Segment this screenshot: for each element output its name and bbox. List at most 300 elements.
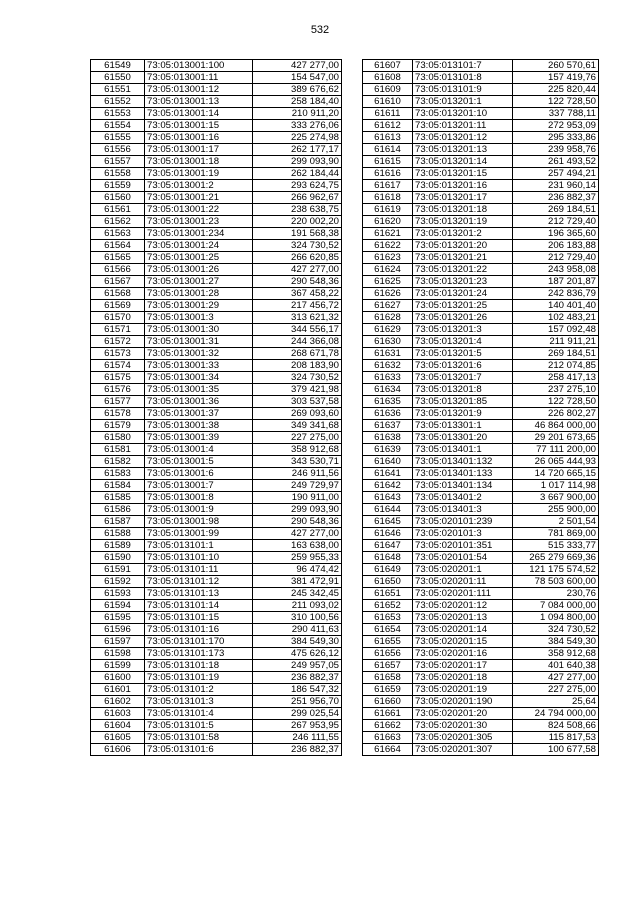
table-row	[363, 72, 599, 84]
row-number-cell: 61598	[91, 648, 145, 660]
cadastral-number-cell: 73:05:013001:26	[145, 264, 253, 276]
cadastral-number-cell: 73:05:013201:5	[413, 348, 513, 360]
table-row	[91, 60, 342, 72]
cadastral-number-cell: 73:05:013201:20	[413, 240, 513, 252]
cadastral-number-cell: 73:05:013201:17	[413, 192, 513, 204]
value-cell: 220 002,20	[253, 216, 342, 228]
cadastral-number-cell: 73:05:020201:18	[413, 672, 513, 684]
value-cell: 427 277,00	[253, 264, 342, 276]
cadastral-number-cell: 73:05:013001:14	[145, 108, 253, 120]
cadastral-number-cell: 73:05:013201:1	[413, 96, 513, 108]
value-cell: 186 547,32	[253, 684, 342, 696]
value-cell: 212 729,40	[513, 252, 599, 264]
value-cell: 157 092,48	[513, 324, 599, 336]
value-cell: 290 548,36	[253, 276, 342, 288]
value-cell: 427 277,00	[253, 60, 342, 72]
value-cell: 245 342,45	[253, 588, 342, 600]
value-cell: 246 111,55	[253, 732, 342, 744]
cadastral-number-cell: 73:05:013001:15	[145, 120, 253, 132]
value-cell: 313 621,32	[253, 312, 342, 324]
cadastral-number-cell: 73:05:013001:234	[145, 228, 253, 240]
cadastral-number-cell: 73:05:013101:14	[145, 600, 253, 612]
cadastral-number-cell: 73:05:013001:28	[145, 288, 253, 300]
value-cell: 140 401,40	[513, 300, 599, 312]
table-row	[91, 360, 342, 372]
row-number-cell: 61657	[363, 660, 413, 672]
value-cell: 257 494,21	[513, 168, 599, 180]
cadastral-number-cell: 73:05:013101:2	[145, 684, 253, 696]
value-cell: 239 958,76	[513, 144, 599, 156]
cadastral-number-cell: 73:05:013401:133	[413, 468, 513, 480]
value-cell: 367 458,22	[253, 288, 342, 300]
value-cell: 14 720 665,15	[513, 468, 599, 480]
table-row	[91, 420, 342, 432]
cadastral-number-cell: 73:05:013201:19	[413, 216, 513, 228]
row-number-cell: 61589	[91, 540, 145, 552]
table-row	[363, 480, 599, 492]
cadastral-number-cell: 73:05:020101:3	[413, 528, 513, 540]
table-row	[91, 156, 342, 168]
value-cell: 190 911,00	[253, 492, 342, 504]
table-row	[363, 516, 599, 528]
table-row	[91, 132, 342, 144]
row-number-cell: 61556	[91, 144, 145, 156]
value-cell: 244 366,08	[253, 336, 342, 348]
table-row	[363, 324, 599, 336]
value-cell: 243 958,08	[513, 264, 599, 276]
row-number-cell: 61641	[363, 468, 413, 480]
table-row	[363, 240, 599, 252]
row-number-cell: 61619	[363, 204, 413, 216]
cadastral-number-cell: 73:05:013401:1	[413, 444, 513, 456]
value-cell: 246 911,56	[253, 468, 342, 480]
table-row	[363, 372, 599, 384]
row-number-cell: 61615	[363, 156, 413, 168]
value-cell: 358 912,68	[253, 444, 342, 456]
cadastral-number-cell: 73:05:013101:1	[145, 540, 253, 552]
value-cell: 24 794 000,00	[513, 708, 599, 720]
table-row	[363, 204, 599, 216]
row-number-cell: 61631	[363, 348, 413, 360]
table-row	[363, 564, 599, 576]
row-number-cell: 61617	[363, 180, 413, 192]
cadastral-number-cell: 73:05:013401:2	[413, 492, 513, 504]
cadastral-number-cell: 73:05:013001:98	[145, 516, 253, 528]
cadastral-number-cell: 73:05:020101:351	[413, 540, 513, 552]
cadastral-number-cell: 73:05:020201:305	[413, 732, 513, 744]
value-cell: 231 960,14	[513, 180, 599, 192]
row-number-cell: 61602	[91, 696, 145, 708]
cadastral-number-cell: 73:05:020201:307	[413, 744, 513, 756]
table-row	[363, 552, 599, 564]
value-cell: 344 556,17	[253, 324, 342, 336]
registry-table-left	[90, 59, 342, 756]
row-number-cell: 61587	[91, 516, 145, 528]
value-cell: 299 093,90	[253, 504, 342, 516]
row-number-cell: 61553	[91, 108, 145, 120]
value-cell: 163 638,00	[253, 540, 342, 552]
cadastral-number-cell: 73:05:013201:4	[413, 336, 513, 348]
cadastral-number-cell: 73:05:013101:5	[145, 720, 253, 732]
row-number-cell: 61644	[363, 504, 413, 516]
table-row	[91, 540, 342, 552]
cadastral-number-cell: 73:05:013001:34	[145, 372, 253, 384]
cadastral-number-cell: 73:05:013001:5	[145, 456, 253, 468]
cadastral-number-cell: 73:05:013201:16	[413, 180, 513, 192]
cadastral-number-cell: 73:05:020201:1	[413, 564, 513, 576]
row-number-cell: 61583	[91, 468, 145, 480]
table-row	[91, 252, 342, 264]
table-row	[91, 336, 342, 348]
cadastral-number-cell: 73:05:013001:4	[145, 444, 253, 456]
table-row	[91, 648, 342, 660]
row-number-cell: 61570	[91, 312, 145, 324]
value-cell: 324 730,52	[513, 624, 599, 636]
cadastral-number-cell: 73:05:013101:16	[145, 624, 253, 636]
value-cell: 236 882,37	[253, 744, 342, 756]
row-number-cell: 61605	[91, 732, 145, 744]
row-number-cell: 61633	[363, 372, 413, 384]
cadastral-number-cell: 73:05:013201:15	[413, 168, 513, 180]
cadastral-number-cell: 73:05:013001:12	[145, 84, 253, 96]
row-number-cell: 61592	[91, 576, 145, 588]
table-row	[363, 156, 599, 168]
row-number-cell: 61580	[91, 432, 145, 444]
row-number-cell: 61563	[91, 228, 145, 240]
row-number-cell: 61658	[363, 672, 413, 684]
row-number-cell: 61649	[363, 564, 413, 576]
table-row	[91, 264, 342, 276]
row-number-cell: 61648	[363, 552, 413, 564]
cadastral-number-cell: 73:05:013001:8	[145, 492, 253, 504]
value-cell: 242 836,79	[513, 288, 599, 300]
row-number-cell: 61565	[91, 252, 145, 264]
value-cell: 269 093,60	[253, 408, 342, 420]
value-cell: 258 417,13	[513, 372, 599, 384]
table-row	[363, 612, 599, 624]
row-number-cell: 61625	[363, 276, 413, 288]
cadastral-number-cell: 73:05:013101:7	[413, 60, 513, 72]
table-row	[363, 588, 599, 600]
table-row	[363, 444, 599, 456]
table-row	[363, 696, 599, 708]
cadastral-number-cell: 73:05:013001:37	[145, 408, 253, 420]
row-number-cell: 61564	[91, 240, 145, 252]
row-number-cell: 61616	[363, 168, 413, 180]
row-number-cell: 61642	[363, 480, 413, 492]
cadastral-number-cell: 73:05:013001:16	[145, 132, 253, 144]
value-cell: 227 275,00	[513, 684, 599, 696]
cadastral-number-cell: 73:05:013201:24	[413, 288, 513, 300]
value-cell: 261 493,52	[513, 156, 599, 168]
table-row	[91, 492, 342, 504]
cadastral-number-cell: 73:05:013001:30	[145, 324, 253, 336]
cadastral-number-cell: 73:05:013201:7	[413, 372, 513, 384]
table-row	[363, 720, 599, 732]
value-cell: 266 620,85	[253, 252, 342, 264]
value-cell: 299 025,54	[253, 708, 342, 720]
value-cell: 427 277,00	[513, 672, 599, 684]
table-row	[363, 672, 599, 684]
page-number: 532	[310, 24, 330, 36]
cadastral-number-cell: 73:05:013101:6	[145, 744, 253, 756]
cadastral-number-cell: 73:05:013101:18	[145, 660, 253, 672]
table-row	[363, 648, 599, 660]
cadastral-number-cell: 73:05:020201:20	[413, 708, 513, 720]
row-number-cell: 61628	[363, 312, 413, 324]
row-number-cell: 61656	[363, 648, 413, 660]
value-cell: 401 640,38	[513, 660, 599, 672]
row-number-cell: 61604	[91, 720, 145, 732]
value-cell: 1 017 114,98	[513, 480, 599, 492]
row-number-cell: 61607	[363, 60, 413, 72]
table-row	[363, 600, 599, 612]
table-row	[363, 420, 599, 432]
table-row	[91, 192, 342, 204]
value-cell: 227 275,00	[253, 432, 342, 444]
value-cell: 225 820,44	[513, 84, 599, 96]
row-number-cell: 61654	[363, 624, 413, 636]
cadastral-number-cell: 73:05:020201:30	[413, 720, 513, 732]
table-row	[91, 348, 342, 360]
value-cell: 358 912,68	[513, 648, 599, 660]
cadastral-number-cell: 73:05:013001:32	[145, 348, 253, 360]
value-cell: 262 177,17	[253, 144, 342, 156]
table-row	[91, 504, 342, 516]
row-number-cell: 61577	[91, 396, 145, 408]
value-cell: 290 548,36	[253, 516, 342, 528]
table-row	[363, 60, 599, 72]
value-cell: 100 677,58	[513, 744, 599, 756]
cadastral-number-cell: 73:05:013001:22	[145, 204, 253, 216]
value-cell: 121 175 574,52	[513, 564, 599, 576]
cadastral-number-cell: 73:05:013101:8	[413, 72, 513, 84]
table-row	[363, 288, 599, 300]
cadastral-number-cell: 73:05:013401:3	[413, 504, 513, 516]
cadastral-number-cell: 73:05:013101:11	[145, 564, 253, 576]
value-cell: 349 341,68	[253, 420, 342, 432]
row-number-cell: 61549	[91, 60, 145, 72]
row-number-cell: 61558	[91, 168, 145, 180]
row-number-cell: 61624	[363, 264, 413, 276]
value-cell: 157 419,76	[513, 72, 599, 84]
row-number-cell: 61590	[91, 552, 145, 564]
cadastral-number-cell: 73:05:020201:12	[413, 600, 513, 612]
cadastral-number-cell: 73:05:013001:39	[145, 432, 253, 444]
table-row	[363, 408, 599, 420]
value-cell: 212 074,85	[513, 360, 599, 372]
row-number-cell: 61559	[91, 180, 145, 192]
row-number-cell: 61557	[91, 156, 145, 168]
cadastral-number-cell: 73:05:013001:100	[145, 60, 253, 72]
table-row	[363, 432, 599, 444]
table-row	[363, 312, 599, 324]
cadastral-number-cell: 73:05:020201:13	[413, 612, 513, 624]
row-number-cell: 61622	[363, 240, 413, 252]
row-number-cell: 61554	[91, 120, 145, 132]
row-number-cell: 61573	[91, 348, 145, 360]
table-row	[363, 492, 599, 504]
value-cell: 249 729,97	[253, 480, 342, 492]
cadastral-number-cell: 73:05:013001:9	[145, 504, 253, 516]
table-row	[91, 456, 342, 468]
table-row	[363, 384, 599, 396]
value-cell: 249 957,05	[253, 660, 342, 672]
cadastral-number-cell: 73:05:013101:15	[145, 612, 253, 624]
table-row	[91, 96, 342, 108]
table-row	[363, 576, 599, 588]
table-row	[363, 360, 599, 372]
cadastral-number-cell: 73:05:020201:111	[413, 588, 513, 600]
cadastral-number-cell: 73:05:013001:27	[145, 276, 253, 288]
value-cell: 236 882,37	[253, 672, 342, 684]
table-row	[363, 468, 599, 480]
table-row	[363, 348, 599, 360]
value-cell: 212 729,40	[513, 216, 599, 228]
value-cell: 324 730,52	[253, 240, 342, 252]
table-row	[91, 204, 342, 216]
table-row	[363, 684, 599, 696]
cadastral-number-cell: 73:05:013001:3	[145, 312, 253, 324]
table-row	[363, 708, 599, 720]
row-number-cell: 61645	[363, 516, 413, 528]
cadastral-number-cell: 73:05:013001:99	[145, 528, 253, 540]
table-row	[91, 300, 342, 312]
cadastral-number-cell: 73:05:013201:2	[413, 228, 513, 240]
row-number-cell: 61651	[363, 588, 413, 600]
table-row	[363, 276, 599, 288]
value-cell: 310 100,56	[253, 612, 342, 624]
table-row	[91, 672, 342, 684]
value-cell: 187 201,87	[513, 276, 599, 288]
value-cell: 230,76	[513, 588, 599, 600]
cadastral-number-cell: 73:05:013101:170	[145, 636, 253, 648]
table-row	[91, 660, 342, 672]
row-number-cell: 61640	[363, 456, 413, 468]
table-row	[363, 252, 599, 264]
value-cell: 237 275,10	[513, 384, 599, 396]
row-number-cell: 61653	[363, 612, 413, 624]
row-number-cell: 61575	[91, 372, 145, 384]
row-number-cell: 61623	[363, 252, 413, 264]
row-number-cell: 61621	[363, 228, 413, 240]
cadastral-number-cell: 73:05:013001:23	[145, 216, 253, 228]
registry-table-right	[362, 59, 599, 756]
cadastral-number-cell: 73:05:013001:21	[145, 192, 253, 204]
value-cell: 122 728,50	[513, 396, 599, 408]
value-cell: 217 456,72	[253, 300, 342, 312]
row-number-cell: 61620	[363, 216, 413, 228]
cadastral-number-cell: 73:05:013201:26	[413, 312, 513, 324]
row-number-cell: 61610	[363, 96, 413, 108]
row-number-cell: 61582	[91, 456, 145, 468]
table-row	[91, 480, 342, 492]
cadastral-number-cell: 73:05:020201:15	[413, 636, 513, 648]
table-row	[91, 588, 342, 600]
value-cell: 1 094 800,00	[513, 612, 599, 624]
row-number-cell: 61618	[363, 192, 413, 204]
row-number-cell: 61634	[363, 384, 413, 396]
value-cell: 381 472,91	[253, 576, 342, 588]
table-row	[363, 108, 599, 120]
cadastral-number-cell: 73:05:013001:35	[145, 384, 253, 396]
table-row	[363, 504, 599, 516]
cadastral-number-cell: 73:05:013001:2	[145, 180, 253, 192]
value-cell: 262 184,44	[253, 168, 342, 180]
table-row	[91, 108, 342, 120]
table-row	[91, 144, 342, 156]
row-number-cell: 61569	[91, 300, 145, 312]
row-number-cell: 61636	[363, 408, 413, 420]
table-row	[91, 408, 342, 420]
row-number-cell: 61584	[91, 480, 145, 492]
row-number-cell: 61560	[91, 192, 145, 204]
cadastral-number-cell: 73:05:013201:13	[413, 144, 513, 156]
value-cell: 236 882,37	[513, 192, 599, 204]
cadastral-number-cell: 73:05:013001:17	[145, 144, 253, 156]
row-number-cell: 61578	[91, 408, 145, 420]
value-cell: 295 333,86	[513, 132, 599, 144]
row-number-cell: 61552	[91, 96, 145, 108]
row-number-cell: 61639	[363, 444, 413, 456]
cadastral-number-cell: 73:05:013001:31	[145, 336, 253, 348]
value-cell: 211 093,02	[253, 600, 342, 612]
row-number-cell: 61659	[363, 684, 413, 696]
value-cell: 3 667 900,00	[513, 492, 599, 504]
value-cell: 303 537,58	[253, 396, 342, 408]
table-row	[91, 444, 342, 456]
cadastral-number-cell: 73:05:013201:11	[413, 120, 513, 132]
cadastral-number-cell: 73:05:013101:9	[413, 84, 513, 96]
cadastral-number-cell: 73:05:013001:25	[145, 252, 253, 264]
table-row	[91, 396, 342, 408]
cadastral-number-cell: 73:05:013201:23	[413, 276, 513, 288]
table-row	[91, 180, 342, 192]
value-cell: 266 962,67	[253, 192, 342, 204]
table-row	[91, 168, 342, 180]
row-number-cell: 61551	[91, 84, 145, 96]
row-number-cell: 61568	[91, 288, 145, 300]
value-cell: 265 279 669,36	[513, 552, 599, 564]
cadastral-number-cell: 73:05:013001:24	[145, 240, 253, 252]
row-number-cell: 61608	[363, 72, 413, 84]
row-number-cell: 61600	[91, 672, 145, 684]
cadastral-number-cell: 73:05:020201:19	[413, 684, 513, 696]
cadastral-number-cell: 73:05:020201:11	[413, 576, 513, 588]
cadastral-number-cell: 73:05:013201:25	[413, 300, 513, 312]
cadastral-number-cell: 73:05:013401:132	[413, 456, 513, 468]
row-number-cell: 61585	[91, 492, 145, 504]
cadastral-number-cell: 73:05:013001:36	[145, 396, 253, 408]
cadastral-number-cell: 73:05:013201:22	[413, 264, 513, 276]
value-cell: 290 411,63	[253, 624, 342, 636]
table-row	[91, 240, 342, 252]
table-row	[363, 636, 599, 648]
value-cell: 389 676,62	[253, 84, 342, 96]
table-row	[91, 72, 342, 84]
value-cell: 26 065 444,93	[513, 456, 599, 468]
row-number-cell: 61612	[363, 120, 413, 132]
value-cell: 384 549,30	[253, 636, 342, 648]
row-number-cell: 61572	[91, 336, 145, 348]
value-cell: 427 277,00	[253, 528, 342, 540]
cadastral-number-cell: 73:05:013001:29	[145, 300, 253, 312]
table-row	[363, 132, 599, 144]
cadastral-number-cell: 73:05:013301:1	[413, 420, 513, 432]
value-cell: 299 093,90	[253, 156, 342, 168]
row-number-cell: 61593	[91, 588, 145, 600]
cadastral-number-cell: 73:05:020201:16	[413, 648, 513, 660]
